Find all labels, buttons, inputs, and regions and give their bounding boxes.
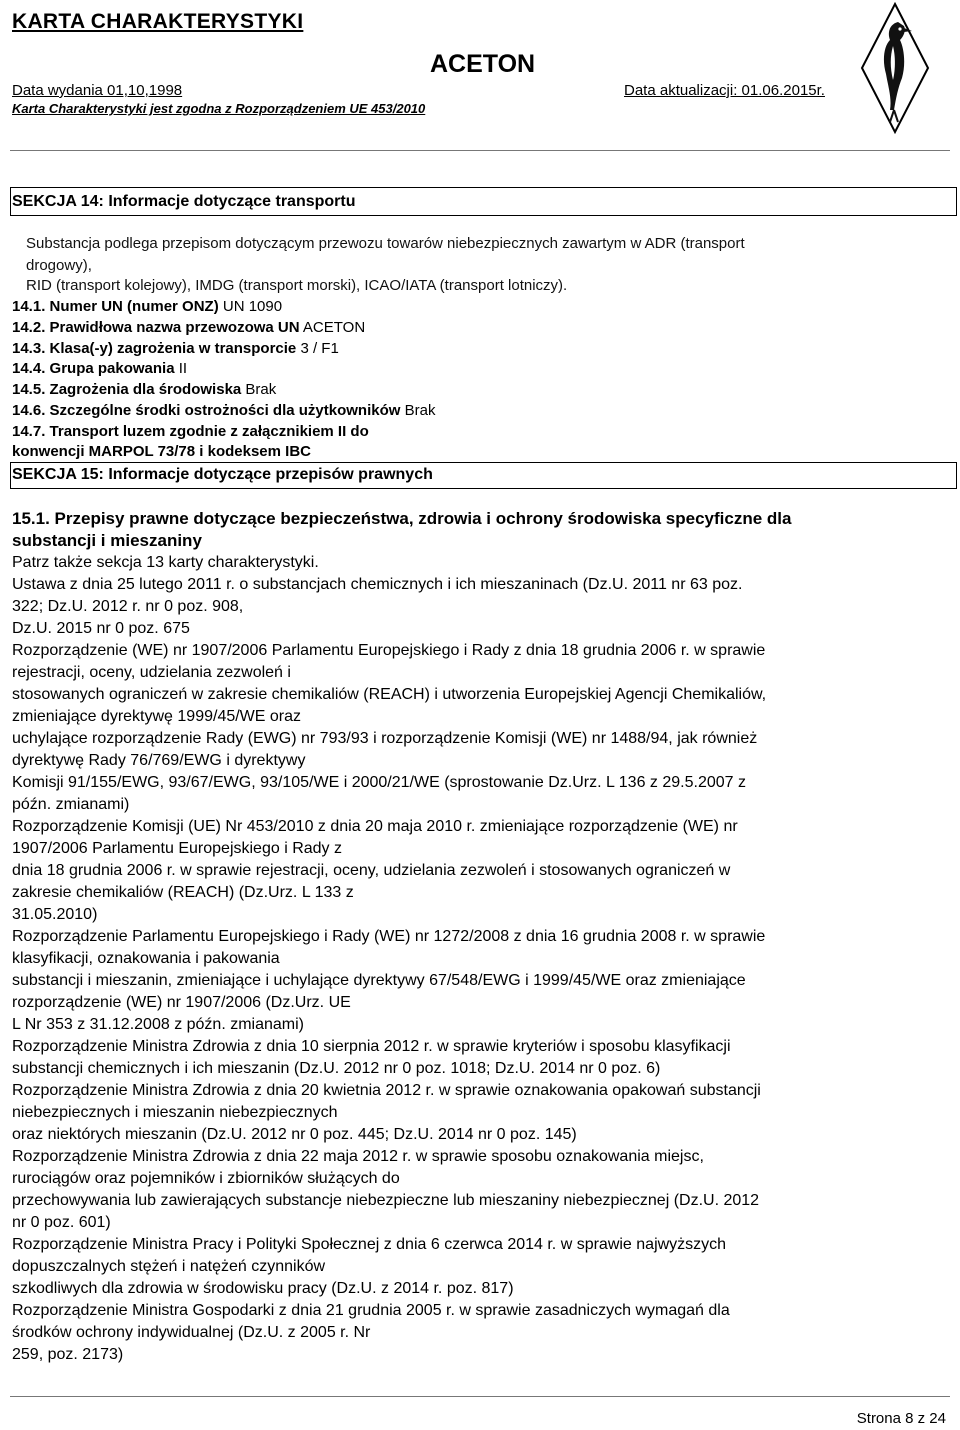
transport-row (12, 359, 187, 379)
regulation-line: rurociągów oraz pojemników i zbiorników służących do (12, 1170, 400, 1187)
regulation-line: późn. zmianami) (12, 796, 130, 813)
regulation-line: Rozporządzenie (WE) nr 1907/2006 Parlamentu Europejskiego i Rady z dnia 18 grudnia 2006 r. w sprawie (12, 642, 766, 659)
transport-row-value: II (174, 360, 188, 377)
section-15-body (12, 508, 952, 1366)
intro-line: Substancja podlega przepisom dotyczącym przewozu towarów niebezpiecznych zawartym w ADR (transport (26, 235, 745, 252)
regulation-line: stosowanych ograniczeń w zakresie chemikaliów (REACH) i utworzenia Europejskiej Agencji Chemikaliów, (12, 686, 767, 703)
regulations-list (12, 552, 952, 1366)
section-14-heading: SEKCJA 14: Informacje dotyczące transportu (12, 193, 356, 210)
transport-row-value: UN 1090 (218, 298, 283, 315)
update-date: Data aktualizacji: 01.06.2015r. (624, 82, 825, 99)
regulation-line: Rozporządzenie Ministra Zdrowia z dnia 22 maja 2012 r. w sprawie sposobu oznakowania miejsc, (12, 1148, 704, 1165)
transport-row-label: 14.6. Szczególne środki ostrożności dla użytkowników (12, 402, 401, 419)
product-name: ACETON (430, 50, 536, 78)
regulation-line: 31.05.2010) (12, 906, 98, 923)
transport-row-label: konwencji MARPOL 73/78 i kodeksem IBC (12, 443, 311, 460)
transport-row-value: ACETON (299, 319, 366, 336)
transport-row (12, 442, 311, 462)
regulation-line: uchylające rozporządzenie Rady (EWG) nr 793/93 i rozporządzenie Komisji (WE) nr 1488/94, jak również (12, 730, 758, 747)
regulation-line: Rozporządzenie Parlamentu Europejskiego i Rady (WE) nr 1272/2008 z dnia 16 grudnia 2008 r. w sprawie (12, 928, 766, 945)
bird-logo-icon (860, 2, 930, 134)
regulation-line: 322; Dz.U. 2012 r. nr 0 poz. 908, (12, 598, 244, 615)
transport-row (12, 339, 339, 359)
regulation-line: Rozporządzenie Ministra Zdrowia z dnia 20 kwietnia 2012 r. w sprawie oznakowania opakowań substancji (12, 1082, 761, 1099)
transport-row-label: 14.5. Zagrożenia dla środowiska (12, 381, 242, 398)
intro-line: RID (transport kolejowy), IMDG (transport morski), ICAO/IATA (transport lotniczy). (26, 277, 568, 294)
transport-row-value: Brak (400, 402, 436, 419)
regulation-line: rozporządzenie (WE) nr 1907/2006 (Dz.Urz. UE (12, 994, 351, 1011)
regulation-line: Rozporządzenie Ministra Zdrowia z dnia 10 sierpnia 2012 r. w sprawie kryteriów i sposobu klasyfikacji (12, 1038, 731, 1055)
section-15-heading: SEKCJA 15: Informacje dotyczące przepisów prawnych (12, 466, 433, 483)
regulation-line: oraz niektórych mieszanin (Dz.U. 2012 nr 0 poz. 445; Dz.U. 2014 nr 0 poz. 145) (12, 1126, 577, 1143)
header-divider (10, 150, 950, 151)
regulation-line: Dz.U. 2015 nr 0 poz. 675 (12, 620, 190, 637)
transport-row (12, 401, 435, 421)
document-title: KARTA CHARAKTERYSTYKI (12, 10, 304, 33)
section-15-1-title (12, 508, 952, 552)
intro-line: drogowy), (26, 257, 92, 274)
transport-row-label: 14.4. Grupa pakowania (12, 360, 175, 377)
transport-row-label: 14.1. Numer UN (numer ONZ) (12, 298, 219, 315)
regulation-line: dnia 18 grudnia 2006 r. w sprawie rejestracji, oceny, udzielania zezwoleń i stosowanych ograniczeń w (12, 862, 731, 879)
transport-row (12, 422, 369, 442)
regulation-line: nr 0 poz. 601) (12, 1214, 111, 1231)
transport-row-label: 14.3. Klasa(-y) zagrożenia w transporcie (12, 340, 297, 357)
regulation-line: klasyfikacji, oznakowania i pakowania (12, 950, 280, 967)
regulation-line: niebezpiecznych i mieszanin niebezpiecznych (12, 1104, 338, 1121)
regulation-line: Rozporządzenie Ministra Gospodarki z dnia 21 grudnia 2005 r. w sprawie zasadniczych wymagań dla (12, 1302, 730, 1319)
transport-row (12, 297, 282, 317)
regulation-line: Ustawa z dnia 25 lutego 2011 r. o substancjach chemicznych i ich mieszaninach (Dz.U. 2011 nr 63 poz. (12, 576, 743, 593)
regulation-line: Patrz także sekcja 13 karty charakterystyki. (12, 554, 319, 571)
issue-date: Data wydania 01,10,1998 (12, 82, 183, 99)
regulation-line: szkodliwych dla zdrowia w środowisku pracy (Dz.U. z 2014 r. poz. 817) (12, 1280, 514, 1297)
regulation-line: 1907/2006 Parlamentu Europejskiego i Rady z (12, 840, 342, 857)
transport-row-label: 14.2. Prawidłowa nazwa przewozowa UN (12, 319, 300, 336)
compliance-note: Karta Charakterystyki jest zgodna z Rozporządzeniem UE 453/2010 (12, 101, 426, 116)
subtitle-line: substancji i mieszaniny (12, 531, 202, 550)
regulation-line: zakresie chemikaliów (REACH) (Dz.Urz. L 133 z (12, 884, 354, 901)
regulation-line: dopuszczalnych stężeń i natężeń czynników (12, 1258, 326, 1275)
regulation-line: przechowywania lub zawierających substancje niebezpieczne lub mieszaniny niebezpiecznej (Dz.U. 2012 (12, 1192, 760, 1209)
page-number: Strona 8 z 24 (856, 1410, 946, 1427)
regulation-line: substancji i mieszanin, zmieniające i uchylające dyrektywy 67/548/EWG i 1999/45/WE oraz zmieniające (12, 972, 746, 989)
regulation-line: zmieniające dyrektywę 1999/45/WE oraz (12, 708, 302, 725)
regulation-line: rejestracji, oceny, udzielania zezwoleń i (12, 664, 291, 681)
regulation-line: środków ochrony indywidualnej (Dz.U. z 2005 r. Nr (12, 1324, 371, 1341)
regulation-line: dyrektywę Rady 76/769/EWG i dyrektywy (12, 752, 306, 769)
transport-row-value: Brak (241, 381, 277, 398)
regulation-line: Rozporządzenie Ministra Pracy i Polityki Społecznej z dnia 6 czerwca 2014 r. w sprawie najwyższych (12, 1236, 727, 1253)
regulation-line: 259, poz. 2173) (12, 1346, 124, 1363)
subtitle-line: 15.1. Przepisy prawne dotyczące bezpieczeństwa, zdrowia i ochrony środowiska specyficzne dla (12, 509, 792, 528)
regulation-line: L Nr 353 z 31.12.2008 z późn. zmianami) (12, 1016, 305, 1033)
transport-row-label: 14.7. Transport luzem zgodnie z załącznikiem II do (12, 423, 369, 440)
regulation-line: substancji chemicznych i ich mieszanin (Dz.U. 2012 nr 0 poz. 1018; Dz.U. 2014 nr 0 poz. 6) (12, 1060, 661, 1077)
transport-row (12, 380, 276, 400)
regulation-line: Komisji 91/155/EWG, 93/67/EWG, 93/105/WE i 2000/21/WE (sprostowanie Dz.Urz. L 136 z 29.5.2007 z (12, 774, 746, 791)
regulation-line: Rozporządzenie Komisji (UE) Nr 453/2010 z dnia 20 maja 2010 r. zmieniające rozporządzenie (WE) nr (12, 818, 738, 835)
footer-divider (10, 1396, 950, 1397)
transport-row (12, 318, 365, 338)
transport-row-value: 3 / F1 (296, 340, 339, 357)
